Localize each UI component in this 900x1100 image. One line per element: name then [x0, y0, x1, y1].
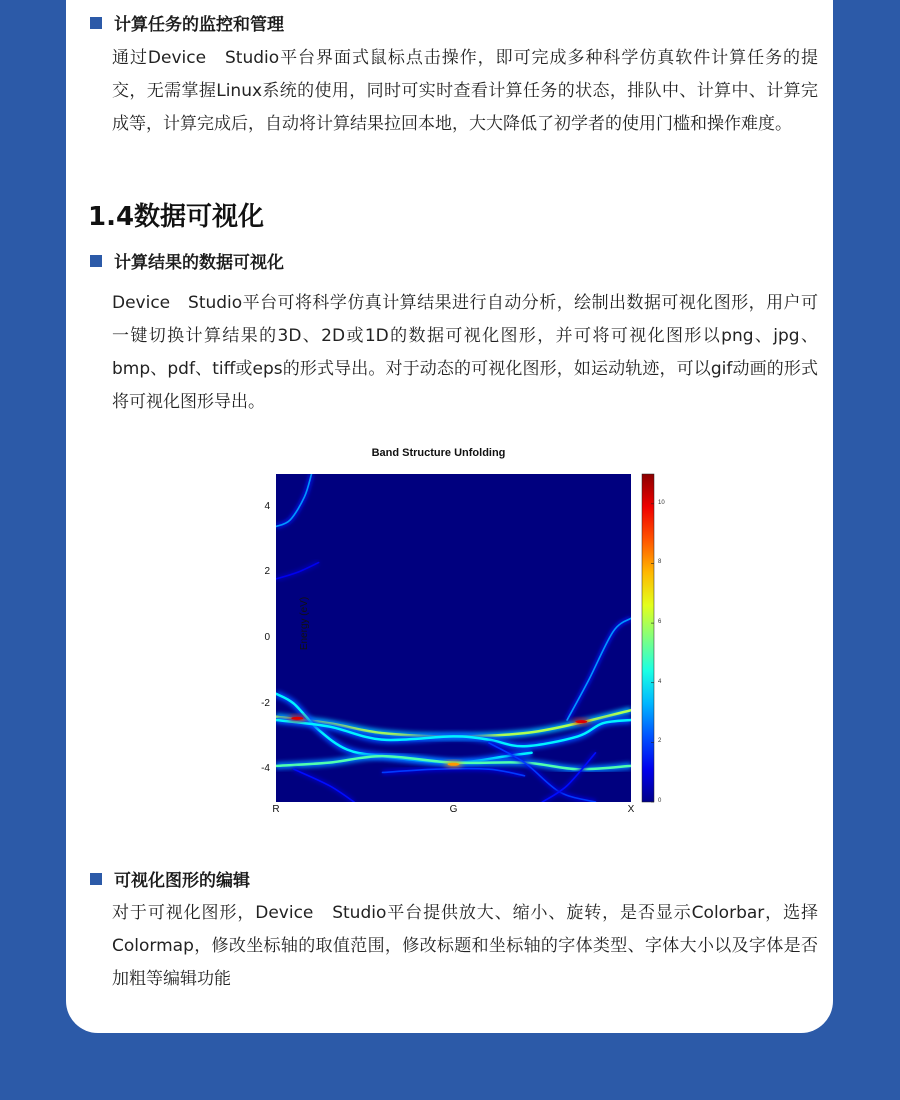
bullet-square-icon: [90, 255, 102, 267]
x-tick-label: R: [272, 804, 280, 815]
bullet-square-icon: [90, 17, 102, 29]
heading-text: 可视化图形的编辑: [114, 871, 250, 891]
colorbar-tick-label: 8: [658, 559, 662, 566]
colorbar-tick-label: 6: [658, 619, 662, 626]
heading-task-monitoring: [90, 10, 284, 35]
band-structure-chart: [232, 440, 692, 840]
y-tick-label: 4: [264, 500, 270, 512]
colorbar-tick-label: 0: [658, 798, 662, 804]
y-tick-label: 0: [264, 632, 270, 643]
paragraph-task-monitoring: 通过Device Studio平台界面式鼠标点击操作，即可完成多种科学仿真软件计算任务的提交，无需掌握Linux系统的使用，同时可实时查看计算任务的状态，排队中、计算中、计算完成等，计算完成后，自动将计算结果拉回本地，大大降低了初学者的使用门槛和操作难度。: [112, 48, 818, 134]
colorbar-tick-label: 4: [658, 678, 662, 685]
y-tick-label: 2: [264, 566, 270, 578]
heading-text: 计算结果的数据可视化: [114, 253, 284, 273]
colorbar-tick-label: 2: [658, 738, 662, 745]
content-card: [66, 0, 833, 1033]
paragraph-result-visualization: Device Studio平台可将科学仿真计算结果进行自动分析，绘制出数据可视化图形，用户可一键切换计算结果的3D、2D或1D的数据可视化图形，并可将可视化图形以png、jpg、bmp、pdf、tiff或eps的形式导出。对于动态的可视化图形，如运动轨迹，可以gif动画的形式将可视化图形导出。: [112, 293, 818, 412]
y-axis-label: Energy (eV): [299, 596, 311, 651]
heading-visualization-editing: [90, 866, 250, 891]
colorbar-tick-label: 10: [658, 499, 665, 506]
section-title-data-visualization: 1.4数据可视化: [88, 202, 265, 232]
y-tick-label: -4: [261, 763, 270, 775]
heading-result-visualization: [90, 248, 284, 273]
chart-title: Band Structure Unfolding: [371, 447, 506, 459]
x-tick-label: X: [627, 804, 635, 815]
heading-text: 计算任务的监控和管理: [114, 15, 284, 35]
paragraph-visualization-editing: 对于可视化图形，Device Studio平台提供放大、缩小、旋转，是否显示Colorbar，选择Colormap，修改坐标轴的取值范围，修改标题和坐标轴的字体类型、字体大小以及字体是否加粗等编辑功能: [112, 903, 818, 989]
x-tick-label: G: [449, 804, 458, 815]
y-tick-label: -2: [261, 697, 270, 709]
bullet-square-icon: [90, 873, 102, 885]
